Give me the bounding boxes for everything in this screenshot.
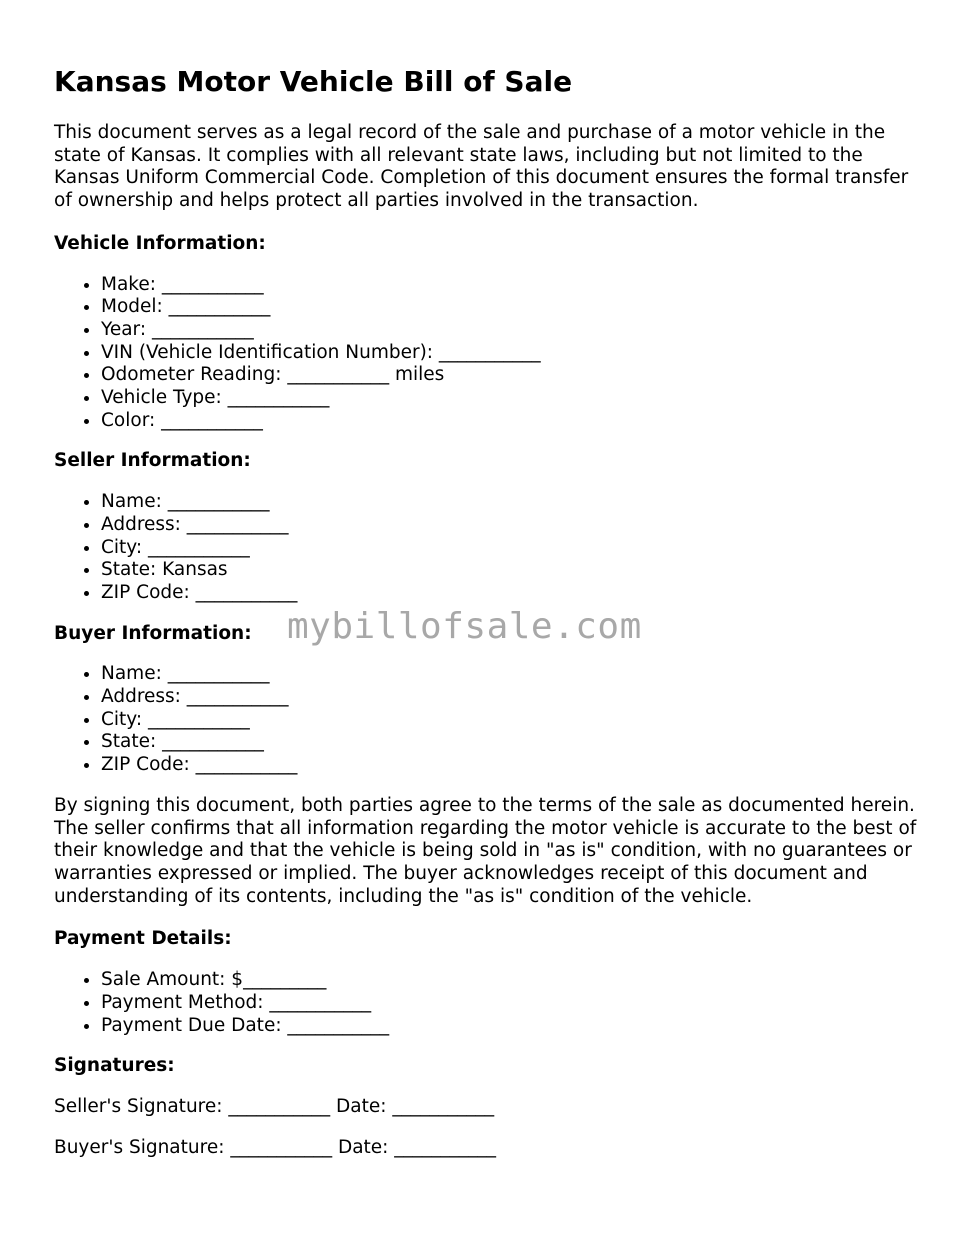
buyer-name-item: • Name: ___________ [101, 663, 924, 686]
seller-zip-item: • ZIP Code: ___________ [101, 582, 924, 605]
seller-city-item: • City: ___________ [101, 537, 924, 560]
seller-section-heading: Seller Information: [54, 450, 251, 472]
seller-state-item: • State: Kansas [101, 559, 924, 582]
payment-due-date-item: • Payment Due Date: ___________ [101, 1015, 924, 1038]
buyer-section-heading: Buyer Information: [54, 622, 252, 644]
vehicle-year-item: • Year: ___________ [101, 319, 924, 342]
buyer-info-list [54, 663, 924, 777]
vehicle-info-list [54, 274, 924, 433]
payment-amount-item: • Sale Amount: $_________ [101, 969, 924, 992]
page-title: Kansas Motor Vehicle Bill of Sale [54, 65, 573, 98]
seller-name-item: • Name: ___________ [101, 491, 924, 514]
payment-details-list [54, 969, 924, 1037]
vehicle-odometer-item: • Odometer Reading: ___________ miles [101, 364, 924, 387]
terms-paragraph: By signing this document, both parties agree to the terms of the sale as documented herein. The seller confirms that all information regarding the motor vehicle is accurate to the best of their knowledge and that the vehicle is being sold in "as is" condition, with no guarantees or warranties expressed or implied. The buyer acknowledges receipt of this document and understanding of its contents, including the "as is" condition of the vehicle. [54, 794, 917, 907]
buyer-signature-line: Buyer's Signature: ___________ Date: ___________ [54, 1137, 497, 1159]
payment-method-item: • Payment Method: ___________ [101, 992, 924, 1015]
vehicle-model-item: • Model: ___________ [101, 296, 924, 319]
vehicle-vin-item: • VIN (Vehicle Identification Number): ___________ [101, 342, 924, 365]
vehicle-type-item: • Vehicle Type: ___________ [101, 387, 924, 410]
seller-address-item: • Address: ___________ [101, 514, 924, 537]
vehicle-section-heading: Vehicle Information: [54, 232, 266, 254]
seller-signature-line: Seller's Signature: ___________ Date: ___________ [54, 1095, 495, 1117]
vehicle-make-item: • Make: ___________ [101, 274, 924, 297]
buyer-address-item: • Address: ___________ [101, 686, 924, 709]
vehicle-color-item: • Color: ___________ [101, 410, 924, 433]
watermark: mybillofsale.com [287, 606, 642, 647]
buyer-city-item: • City: ___________ [101, 709, 924, 732]
buyer-zip-item: • ZIP Code: ___________ [101, 754, 924, 777]
buyer-state-item: • State: ___________ [101, 731, 924, 754]
seller-info-list [54, 491, 924, 605]
payment-section-heading: Payment Details: [54, 928, 232, 950]
signatures-section-heading: Signatures: [54, 1055, 175, 1077]
intro-paragraph: This document serves as a legal record of the sale and purchase of a motor vehicle in the state of Kansas. It complies with all relevant state laws, including but not limited to the Kansas Uniform Commercial Code. Completion of this document ensures the formal transfer of ownership and helps protect all parties involved in the transaction. [54, 122, 909, 212]
